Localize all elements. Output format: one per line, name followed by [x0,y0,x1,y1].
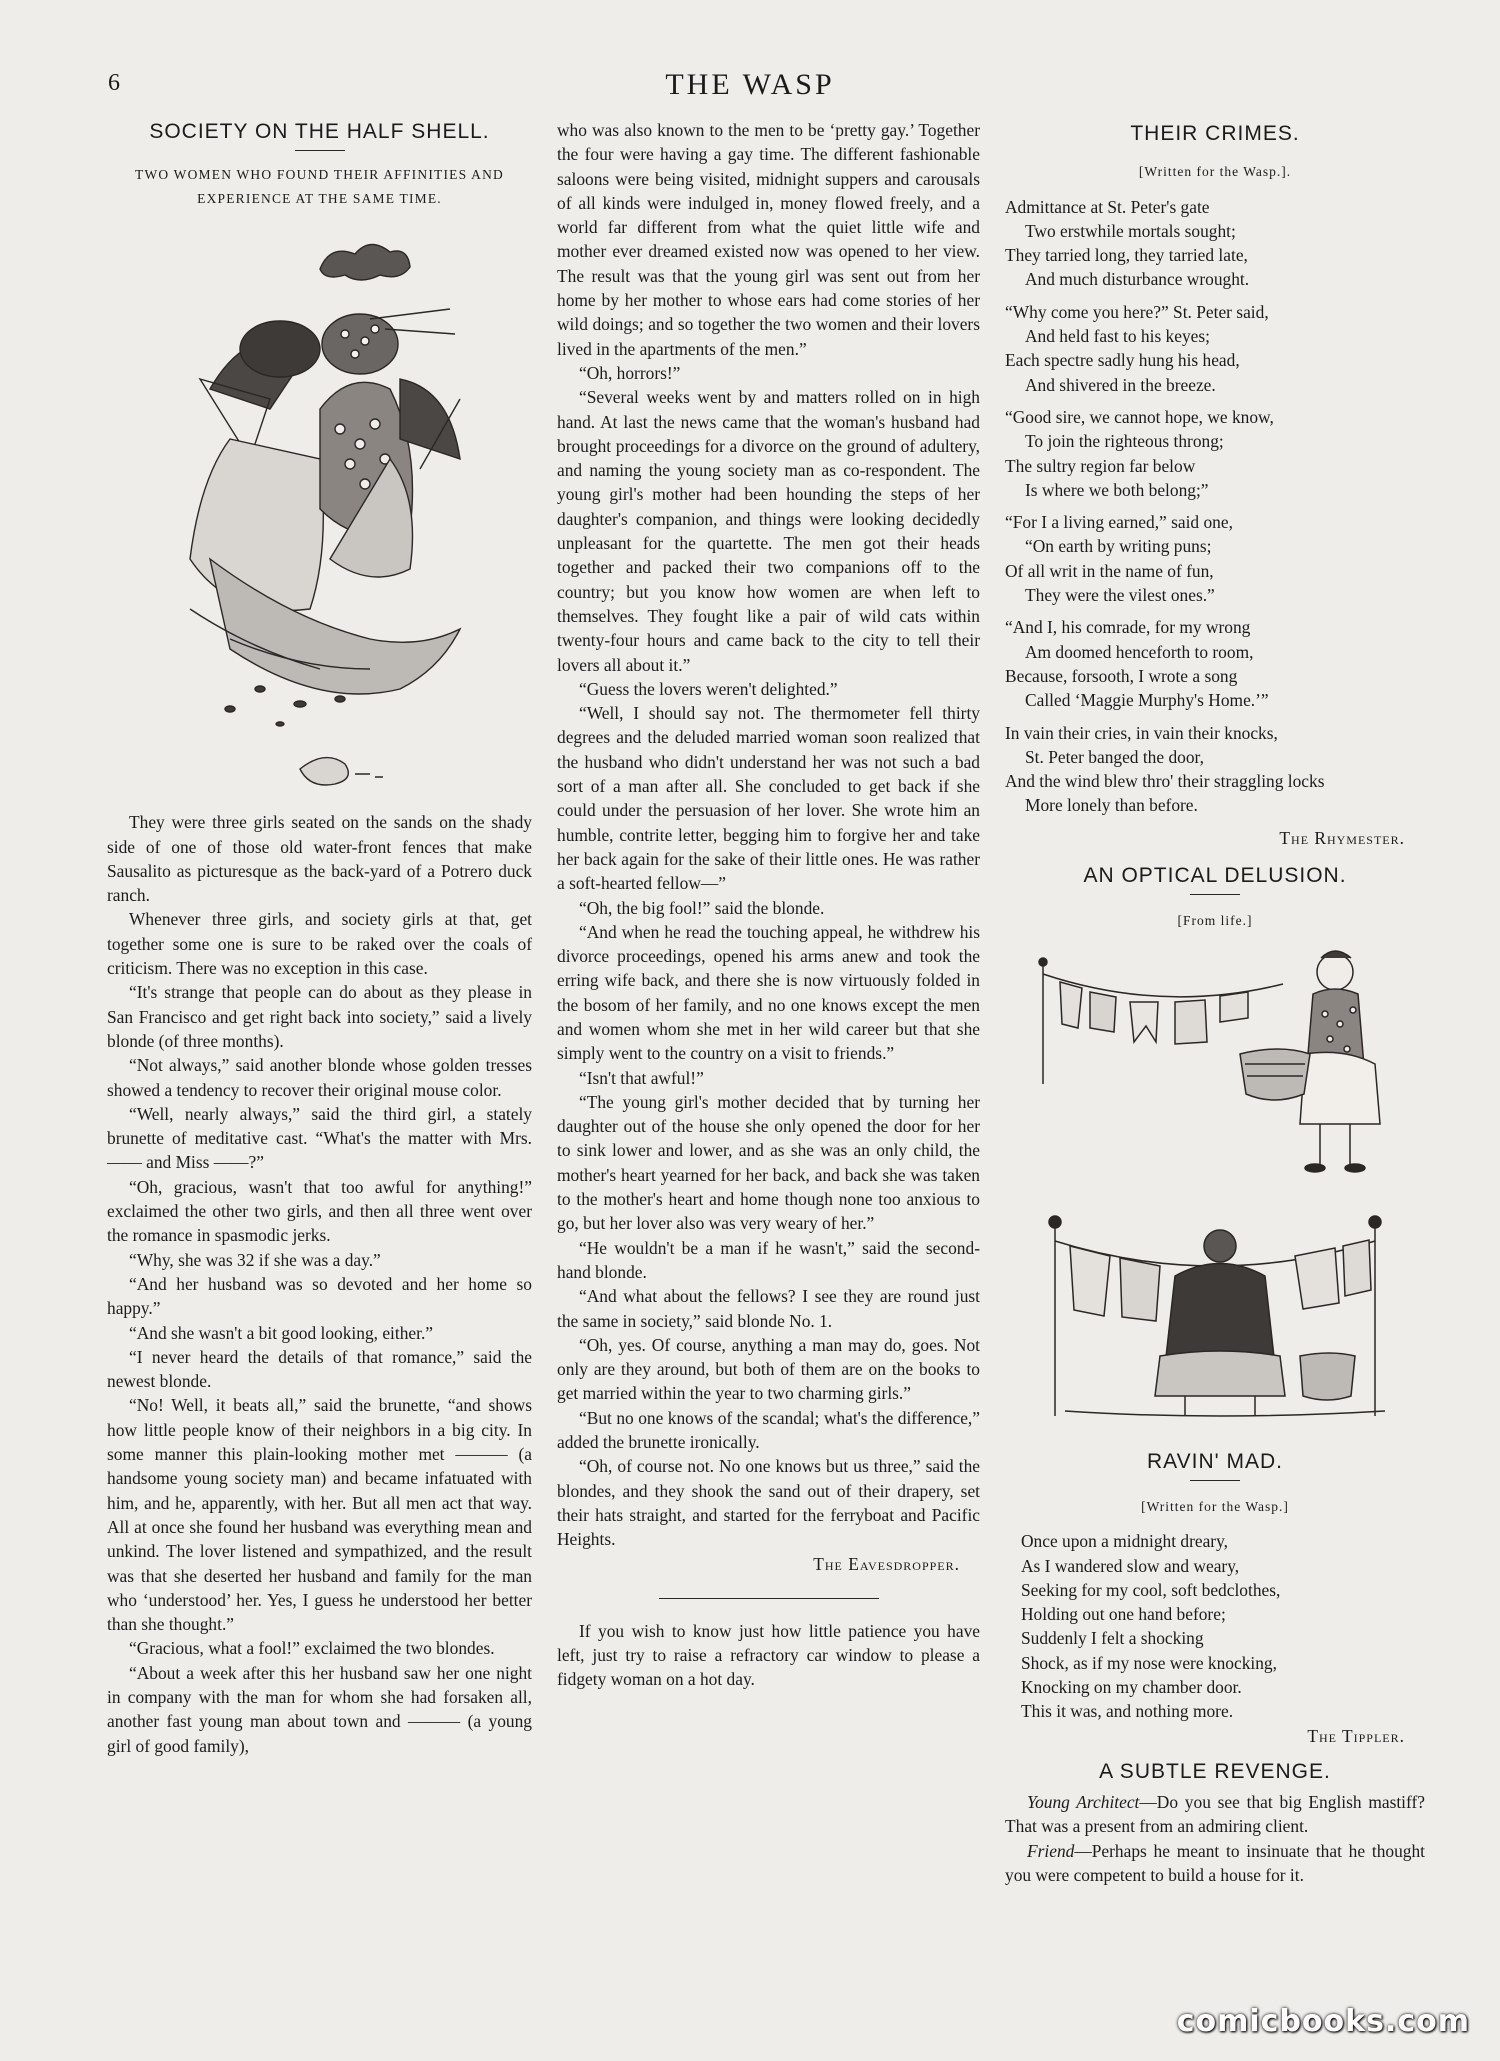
poem-line: Called ‘Maggie Murphy's Home.’” [1025,690,1269,711]
poem-line: Is where we both belong;” [1025,479,1209,500]
poem-line: Admittance at St. Peter's gate [1005,196,1210,217]
society-headline: SOCIETY ON THE HALF SHELL. [149,120,490,143]
society-paragraph: “Oh, horrors!” [579,362,681,383]
poem-line: In vain their cries, in vain their knocks, [1005,722,1278,743]
ravin-poem [1005,1529,1425,1723]
divider [1190,894,1240,895]
column-2 [557,118,980,1692]
poem-line: As I wandered slow and weary, [1021,1555,1240,1576]
poem-line: This it was, and nothing more. [1021,1701,1234,1722]
revenge-text-1: —Do you see that big English mastiff? That was a present from an admiring client. [1005,1792,1425,1837]
poem-line: St. Peter banged the door, [1025,746,1204,767]
poem-line: And shivered in the breeze. [1025,374,1216,395]
patience-paragraph: If you wish to know just how little patience you have left, just try to raise a refractory car window to please a fidgety woman on a hot day. [557,1620,980,1690]
society-paragraph: “Isn't that awful!” [579,1067,704,1088]
society-paragraph: “The young girl's mother decided that by turning her daughter out of the house she only opened the door for her to sink lower and lower, and as she was an only child, the mother's heart yearned for her back, and back she was taken to the mother's heart and home though none too anxious to go, but her lover also was very weary of her.” [557,1091,980,1234]
poem-stanza [1005,195,1425,292]
crimes-byline: [Written for the Wasp.]. [1138,164,1292,180]
poem-line: They were the vilest ones.” [1025,585,1215,606]
society-paragraph: “And when he read the touching appeal, he withdrew his divorce proceedings, opened his arms anew and took the erring wife back, and there she is now virtuously folded in the bosom of her family, and no one knows except the men and women whom she met in her wild career but that she simply went to the country on a visit to friends.” [557,921,980,1064]
clothesline-front-illustration [1035,944,1395,1184]
poem-line: “For I a living earned,” said one, [1005,512,1233,533]
poem-line: Seeking for my cool, soft bedclothes, [1021,1579,1281,1600]
poem-line: Of all writ in the name of fun, [1005,560,1214,581]
masthead: THE WASP [665,68,835,101]
crimes-poem [1005,195,1425,818]
column-3 [1005,118,1425,1887]
ravin-headline: RAVIN' MAD. [1147,1449,1283,1473]
society-paragraph: “But no one knows of the scandal; what's the difference,” added the brunette ironically. [557,1407,980,1453]
poem-stanza [1005,615,1425,712]
poem-line: Knocking on my chamber door. [1021,1676,1242,1697]
revenge-line-1 [1005,1790,1425,1839]
column-1 [107,118,532,1758]
society-paragraph: “It's strange that people can do about as they please in San Francisco and get right back into society,” said a lively blonde (of three months). [107,982,532,1051]
page-number: 6 [108,70,120,96]
society-paragraph: Whenever three girls, and society girls at that, get together some one is sure to be raked over the coals of criticism. There was no exception in this case. [107,909,532,979]
crimes-signature: The Rhymester. [1279,827,1405,848]
society-paragraph: “Not always,” said another blonde whose golden tresses showed a tendency to recover their original mouse color. [107,1055,532,1100]
revenge-headline: A SUBTLE REVENGE. [1099,1759,1331,1783]
poem-line: The sultry region far below [1005,455,1196,476]
society-signature: The Eavesdropper. [813,1553,960,1574]
society-paragraph: “Well, nearly always,” said the third girl, a stately brunette of meditative cast. “What's the matter with Mrs. —— and Miss ——?” [107,1103,532,1173]
society-paragraph: “No! Well, it beats all,” said the brunette, “and shows how little people know of their neighbors in a big city. In some manner this plain-looking mother met ——— (a handsome young society man) and became infatuated with him, and he, apparently, with her. But all men act that way. All at once she found her husband was everything mean and unkind. The lover listened and sympathized, and the result was that she deserted her husband and family for the man who ‘understood’ her. Yes, I guess he understood her better than she thought.” [107,1395,532,1635]
poem-line: “Good sire, we cannot hope, we know, [1005,406,1274,427]
watermark: comicbooks.com [1176,2004,1470,2039]
society-paragraph: “Guess the lovers weren't delighted.” [579,678,838,699]
society-paragraph: who was also known to the men to be ‘pretty gay.’ Together the four were having a gay time. The different fashionable saloons were being visited, midnight suppers and carousals of all kinds were indulged in, money flowed freely, and a world far different from what the quiet little wife and mother ever dreamed existed now was opened to her view. The result was that the young girl was sent out from her home by her mother to whose ears had come stories of her wild doings; and so together the two women and their lovers lived in the apartments of the men.” [557,120,980,359]
society-paragraph: “And what about the fellows? I see they are round just the same in society,” said blonde No. 1. [557,1286,980,1331]
revenge-speaker-1: Young Architect [1027,1792,1140,1813]
revenge-line-2 [1005,1839,1425,1888]
poem-line: They tarried long, they tarried late, [1005,245,1248,266]
society-paragraph: “And she wasn't a bit good looking, either.” [129,1322,434,1343]
poem-stanza [1005,300,1425,397]
poem-line: And held fast to his keyes; [1025,326,1210,347]
clothesline-back-illustration [1025,1206,1405,1436]
society-paragraph: “Gracious, what a fool!” exclaimed the two blondes. [129,1638,495,1659]
society-paragraph: “Several weeks went by and matters rolled on in high hand. At last the news came that the woman's husband had brought proceedings for a divorce on the ground of adultery, and naming the young society man as co-respondent. The young girl's mother had been hounding the steps of her daughter's companion, and things were looking decidedly unpleasant for the quartette. The men got their heads together and packed their two companions off to the country; but you know how women are when left to themselves. They fought like a pair of wild cats within twenty-four hours and came back to the city to tell their lovers all about it.” [557,387,980,675]
society-paragraph: They were three girls seated on the sands on the shady side of one of those old water-front fences that make Sausalito as picturesque as the back-yard of a Potrero duck ranch. [107,812,532,906]
poem-line: More lonely than before. [1025,795,1198,816]
society-paragraph: “Well, I should say not. The thermometer fell thirty degrees and the deluded married woman soon realized that the husband who didn't understand her was not such a bad sort of a man after all. She concluded to get back if she could under the persuasion of her lover. She wrote him an humble, contrite letter, begging him to forgive her and take her back again for the sake of their little ones. He was rather a soft-hearted fellow—” [557,703,980,894]
poem-line: Holding out one hand before; [1021,1604,1226,1625]
poem-line: Suddenly I felt a shocking [1021,1628,1204,1649]
poem-line: And the wind blew thro' their straggling locks [1005,771,1325,792]
poem-line: To join the righteous throng; [1025,431,1224,452]
poem-stanza [1005,405,1425,502]
society-paragraph: “I never heard the details of that romance,” said the newest blonde. [107,1346,532,1392]
society-paragraph: “Oh, gracious, wasn't that too awful for anything!” exclaimed the other two girls, and then all three went over the romance in spasmodic jerks. [107,1176,532,1246]
poem-stanza [1005,721,1425,818]
poem-line: And much disturbance wrought. [1025,269,1250,290]
optical-byline: [From life.] [1177,913,1253,929]
divider [295,150,345,151]
poem-line: Two erstwhile mortals sought; [1025,220,1236,241]
society-paragraph: “Oh, the big fool!” said the blonde. [579,897,825,918]
society-subtitle: TWO WOMEN WHO FOUND THEIR AFFINITIES AND EXPERIENCE AT THE SAME TIME. [135,167,504,207]
beach-illustration [170,229,470,804]
poem-line: Because, forsooth, I wrote a song [1005,665,1238,686]
poem-stanza [1005,510,1425,607]
crimes-headline: THEIR CRIMES. [1130,122,1300,145]
society-paragraph: “About a week after this her husband saw her one night in company with the man for whom she had forsaken all, another fast young man about town and ——— (a young girl of good family), [107,1662,532,1756]
society-paragraph: “And her husband was so devoted and her home so happy.” [107,1273,532,1319]
divider [1190,1480,1240,1481]
poem-line: “On earth by writing puns; [1025,536,1212,557]
revenge-speaker-2: Friend [1027,1840,1075,1861]
poem-line: Am doomed henceforth to room, [1025,641,1254,662]
society-paragraph: “He wouldn't be a man if he wasn't,” said the second-hand blonde. [557,1237,980,1282]
society-paragraph: “Oh, of course not. No one knows but us three,” said the blondes, and they shook the sand out of their drapery, set their hats straight, and started for the ferryboat and Pacific Heights. [557,1456,980,1550]
ravin-byline: [Written for the Wasp.] [1141,1498,1289,1514]
ravin-signature: The Tippler. [1307,1725,1405,1746]
divider [659,1598,879,1599]
poem-line: “Why come you here?” St. Peter said, [1005,301,1269,322]
optical-headline: AN OPTICAL DELUSION. [1083,864,1347,888]
poem-line: Once upon a midnight dreary, [1021,1531,1229,1552]
poem-line: Shock, as if my nose were knocking, [1021,1652,1277,1673]
poem-line: Each spectre sadly hung his head, [1005,350,1240,371]
revenge-text-2: —Perhaps he meant to insinuate that he thought you were competent to build a house for it. [1005,1840,1425,1886]
society-paragraph: “Oh, yes. Of course, anything a man may do, goes. Not only are they around, but both of them are on the books to get married within the year to two charming girls.” [557,1334,980,1404]
society-paragraph: “Why, she was 32 if she was a day.” [129,1249,381,1270]
poem-line: “And I, his comrade, for my wrong [1005,617,1251,638]
